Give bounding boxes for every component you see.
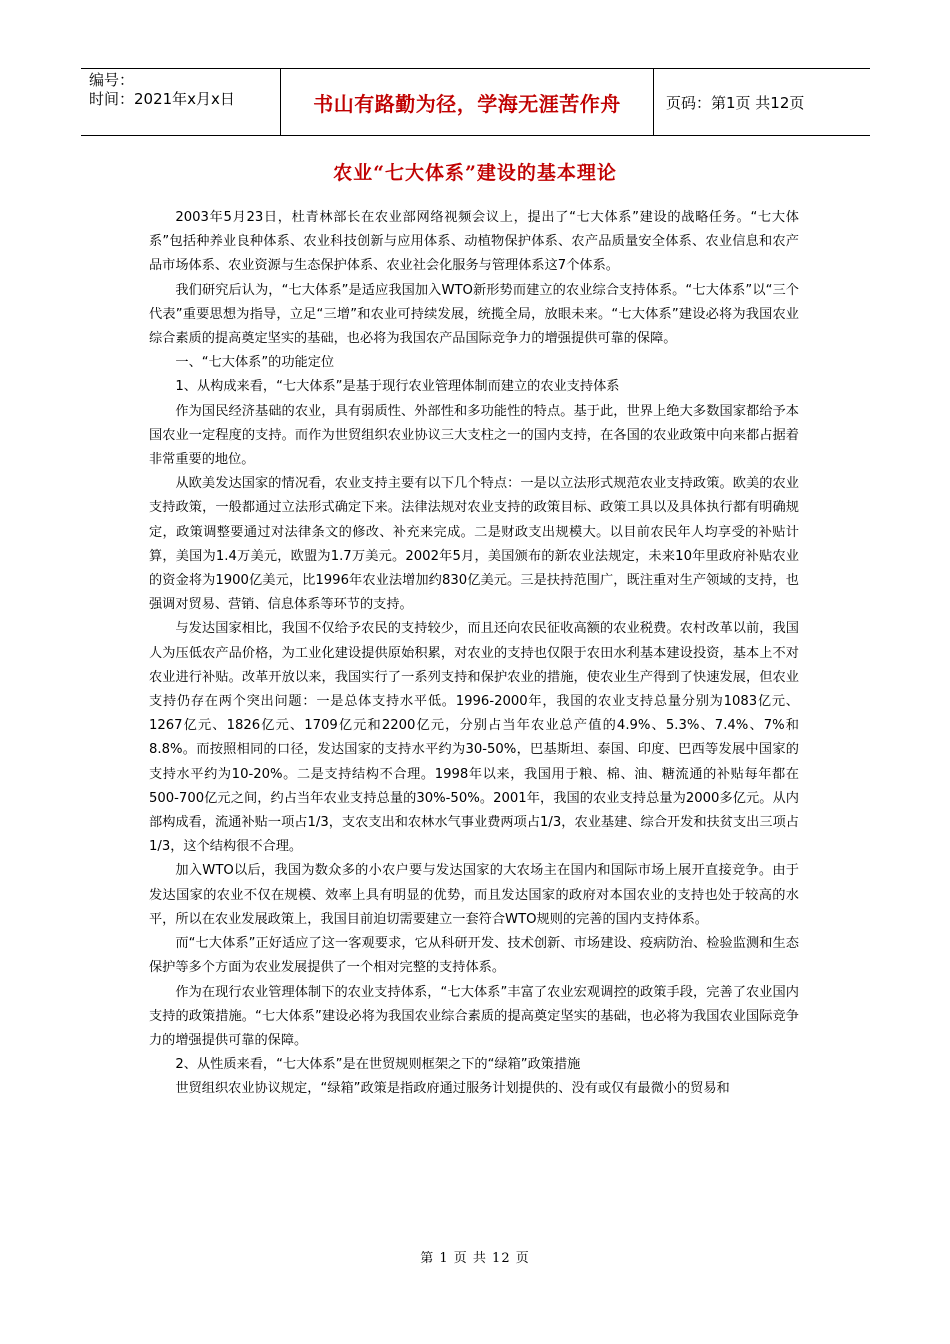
header-page-info-cell xyxy=(654,69,870,135)
document-title: 农业“七大体系”建设的基本理论 xyxy=(333,162,617,184)
document-number-label: 编号： xyxy=(89,71,135,89)
paragraph: 作为国民经济基础的农业，具有弱质性、外部性和多功能性的特点。基于此，世界上绝大多数国家都给予本国农业一定程度的支持。而作为世贸组织农业协议三大支柱之一的国内支持，在各国的农业政策中向来都占据着非常重要的地位。 xyxy=(149,403,799,468)
document-date-label: 时间：2021年x月x日 xyxy=(89,90,235,108)
paragraph: 2003年5月23日，杜青林部长在农业部网络视频会议上，提出了“七大体系”建设的战略任务。“七大体系”包括种养业良种体系、农业科技创新与应用体系、动植物保护体系、农产品质量安全体系、农业信息和农产品市场体系、农业资源与生态保护体系、农业社会化服务与管理体系这7个体系。 xyxy=(149,210,799,274)
page-footer: 第 1 页 共 12 页 xyxy=(420,1251,530,1266)
paragraph: 我们研究后认为，“七大体系”是适应我国加入WTO新形势而建立的农业综合支持体系。“七大体系”以“三个代表”重要思想为指导，立足“三增”和农业可持续发展，统揽全局，放眼未来。“七大体系”建设必将为我国农业综合素质的提高奠定坚实的基础，也必将为我国农产品国际竞争力的增强提供可靠的保障。 xyxy=(149,282,799,347)
paragraph: 加入WTO以后，我国为数众多的小农户要与发达国家的大农场主在国内和国际市场上展开直接竞争。由于发达国家的农业不仅在规模、效率上具有明显的优势，而且发达国家的政府对本国农业的支持也处于较高的水平，所以在农业发展政策上，我国目前迫切需要建立一套符合WTO规则的完善的国内支持体系。 xyxy=(149,863,799,927)
subsection-heading: 1、从构成来看，“七大体系”是基于现行农业管理体制而建立的农业支持体系 xyxy=(175,379,620,395)
paragraph: 从欧美发达国家的情况看，农业支持主要有以下几个特点：一是以立法形式规范农业支持政策。欧美的农业支持政策，一般都通过立法形式确定下来。法律法规对农业支持的政策目标、政策工具以及具体执行都有明确规定，政策调整要通过对法律条文的修改、补充来完成。二是财政支出规模大。以目前农民年人均享受的补贴计算，美国为1.4万美元，欧盟为1.7万美元。2002年5月，美国颁布的新农业法规定，未来10年里政府补贴农业的资金将为1900亿美元，比1996年农业法增加约830亿美元。三是扶持范围广，既注重对生产领域的支持，也强调对贸易、营销、信息体系等环节的支持。 xyxy=(149,476,799,613)
header-motto: 书山有路勤为径，学海无涯苦作舟 xyxy=(313,91,621,116)
paragraph: 与发达国家相比，我国不仅给予农民的支持较少，而且还向农民征收高额的农业税费。农村改革以前，我国人为压低农产品价格，为工业化建设提供原始积累，对农业的支持也仅限于农田水利基本建设投资，基本上不对农业进行补贴。改革开放以来，我国实行了一系列支持和保护农业的措施，使农业生产得到了快速发展，但农业支持仍存在两个突出问题：一是总体支持水平低。1996-2000年，我国的农业支持总量分别为1083亿元、1267亿元、1826亿元、1709亿元和2200亿元，分别占当年农业总产值的4.9%、5.3%、7.4%、7%和8.8%。而按照相同的口径，发达国家的支持水平约为30-50%，巴基斯坦、泰国、印度、巴西等发展中国家的支持水平约为10-20%。二是支持结构不合理。1998年以来，我国用于粮、棉、油、糖流通的补贴每年都在500-700亿元之间，约占当年农业支持总量的30%-50%。2001年，我国的农业支持总量为2000多亿元。从内部构成看，流通补贴一项占1/3，支农支出和农林水气事业费两项占1/3，农业基建、综合开发和扶贫支出三项占1/3，这个结构很不合理。 xyxy=(149,621,799,855)
header-page-info: 页码：第1页 共12页 xyxy=(666,93,805,112)
paragraph: 作为在现行农业管理体制下的农业支持体系，“七大体系”丰富了农业宏观调控的政策手段，完善了农业国内支持的政策措施。“七大体系”建设必将为我国农业综合素质的提高奠定坚实的基础，也必将为我国农业国际竞争力的增强提供可靠的保障。 xyxy=(149,984,799,1048)
document-body xyxy=(149,206,799,1102)
paragraph: 世贸组织农业协议规定，“绿箱”政策是指政府通过服务计划提供的、没有或仅有最微小的贸易和 xyxy=(175,1081,730,1097)
paragraph: 而“七大体系”正好适应了这一客观要求，它从科研开发、技术创新、市场建设、疫病防治、检验监测和生态保护等多个方面为农业发展提供了一个相对完整的支持体系。 xyxy=(149,936,799,976)
section-heading: 一、“七大体系”的功能定位 xyxy=(175,355,335,371)
subsection-heading: 2、从性质来看，“七大体系”是在世贸规则框架之下的“绿箱”政策措施 xyxy=(175,1057,581,1073)
header-table xyxy=(81,68,870,136)
header-left-cell xyxy=(81,69,280,135)
header-motto-cell xyxy=(280,69,654,135)
